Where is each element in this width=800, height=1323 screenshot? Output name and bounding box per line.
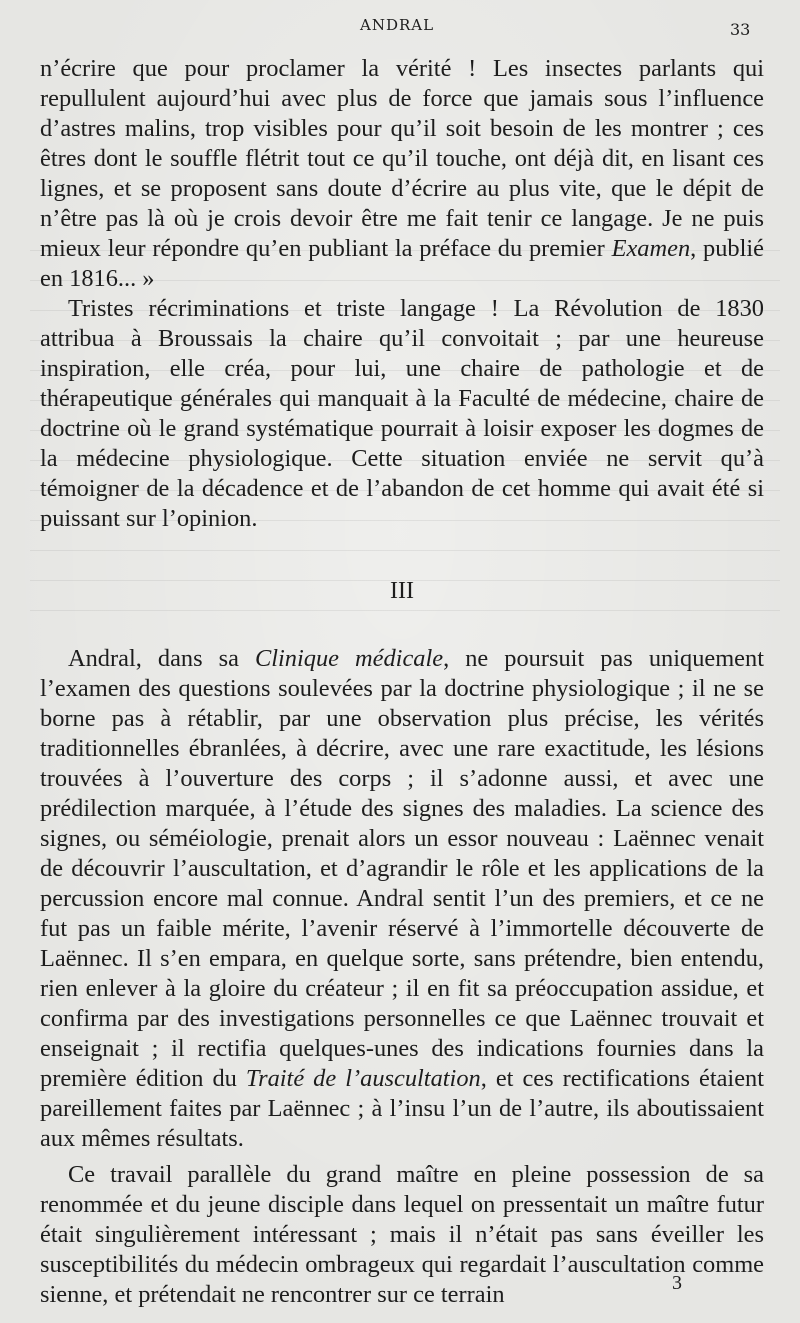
paragraph-1-title-italic: Examen <box>611 235 691 262</box>
page-text <box>40 54 764 1310</box>
paragraph-4: Ce travail parallèle du grand maître en pleine possession de sa renommée et du jeune disciple dans lequel on pressentait un maître futur était singulièrement intéressant ; mais il n’était pas sans éveiller les susceptibilités du médecin ombrageux qui regardait l’auscultation comme sienne, et prétendait ne rencontrer sur ce terrain <box>40 1161 764 1308</box>
paragraph-3 <box>40 644 764 1154</box>
paragraph-3-italic-traite: Traité de l’auscultation <box>245 1065 481 1092</box>
paragraph-1-end: , publié en 1816... » <box>40 235 764 292</box>
signature-mark: 3 <box>672 1272 682 1294</box>
running-head-title: ANDRAL <box>360 16 435 34</box>
paragraph-2: Tristes récriminations et triste langage ! La Révolution de 1830 attribua à Broussais la chaire qu’il convoitait ; par une heureuse inspiration, elle créa, pour lui, une chaire de pathologie et de thérapeutique générales qui manquait à la Faculté de médecine, chaire de doctrine où le grand systématique pourrait à loisir exposer les dogmes de la médecine physiologique. Cette situation enviée ne servit qu’à témoigner de la décadence et de l’abandon de cet homme qui avait été si puissant sur l’opinion. <box>40 295 764 532</box>
paragraph-3-italic-clinique: Clinique médicale <box>254 645 444 672</box>
page-number: 33 <box>730 20 751 39</box>
running-head <box>0 14 800 40</box>
paragraph-1-text: n’écrire que pour proclamer la vérité ! Les insectes parlants qui repullulent aujourd’hui avec plus de force que jamais sous l’influence d’astres malins, trop visibles pour qu’il soit besoin de les montrer ; ces êtres dont le souffle flétrit tout ce qu’il touche, ont déjà dit, en lisant ces lignes, et se proposent sans doute d’écrire au plus vite, que le dépit de n’être pas là où je crois devoir être me fait tenir ce langage. Je ne puis mieux leur répondre qu’en publiant la préface du premier <box>40 55 764 262</box>
paragraph-3-end: , et ces rectifications étaient pareillement faites par Laënnec ; à l’insu l’un de l’autre, ils aboutissaient aux mêmes résultats. <box>40 1065 764 1152</box>
paragraph-1 <box>40 54 764 294</box>
section-heading: III <box>390 578 414 604</box>
paragraph-3-middle: , ne poursuit pas uniquement l’examen des questions soulevées par la doctrine physiologique ; il ne se borne pas à rétablir, par une observation plus précise, les vérités traditionnelles ébranlées, à décrire, avec une rare exactitude, les lésions trouvées à l’ouverture des corps ; il s’adonne aussi, et avec une prédilection marquée, à l’étude des signes des maladies. La science des signes, ou séméiologie, prenait alors un essor nouveau : Laënnec venait de découvrir l’auscultation, et d’agrandir le rôle et les applications de la percussion encore mal connue. Andral sentit l’un des premiers, et ce ne fut pas un faible mérite, l’avenir réservé à l’immortelle découverte de Laënnec. Il s’en empara, en quelque sorte, sans prétendre, bien entendu, rien enlever à la gloire du créateur ; il en fit sa préoccupation assidue, et confirma par des investigations personnelles ce que Laënnec trouvait et enseignait ; il rectifia quelques-unes des indications fournies dans la première édition du <box>40 645 764 1092</box>
paragraph-3-start: Andral, dans sa <box>68 645 255 672</box>
